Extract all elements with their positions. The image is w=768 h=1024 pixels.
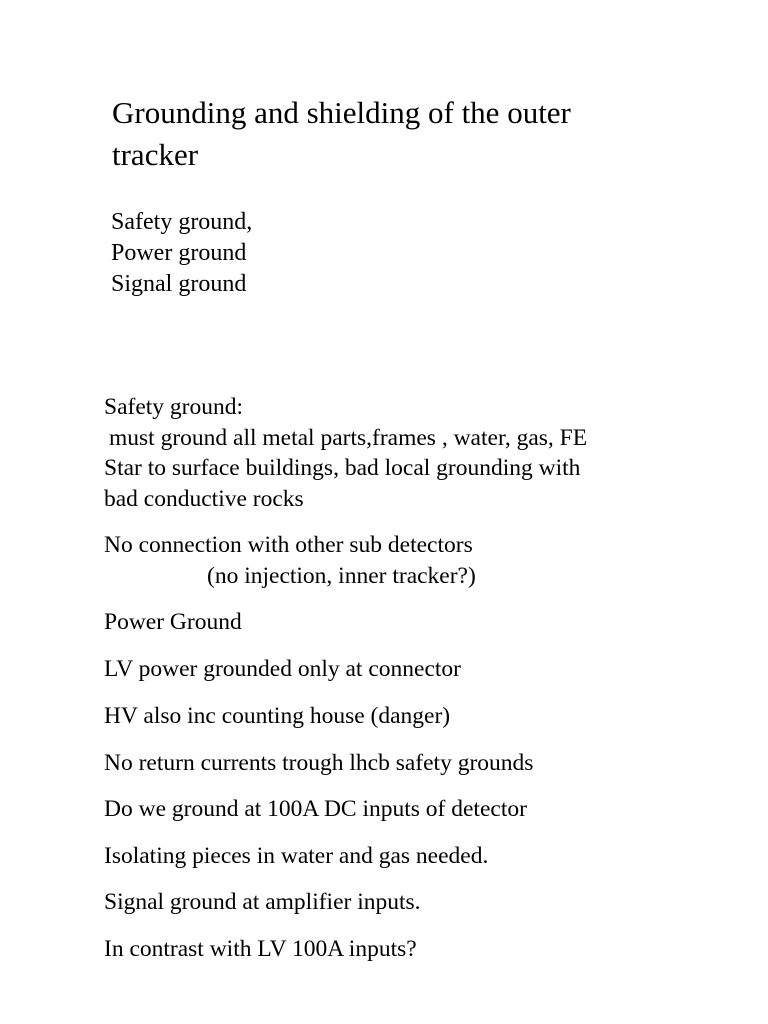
- title-line-2: tracker: [112, 137, 199, 172]
- ground-type-safety: Safety ground,: [111, 209, 253, 235]
- paragraph-lv-power: LV power grounded only at connector: [104, 656, 461, 682]
- connection-line-1: No connection with other sub detectors: [104, 532, 473, 558]
- safety-ground-block: [104, 392, 587, 514]
- connection-line-2: (no injection, inner tracker?): [207, 562, 476, 589]
- safety-ground-line-2: Star to surface buildings, bad local grounding with: [104, 455, 581, 481]
- safety-ground-heading: Safety ground:: [104, 394, 244, 420]
- paragraph-return-currents: No return currents trough lhcb safety grounds: [104, 750, 534, 776]
- safety-ground-line-1: must ground all metal parts,frames , water, gas, FE: [109, 424, 588, 451]
- paragraph-dc-inputs: Do we ground at 100A DC inputs of detector: [104, 796, 527, 822]
- ground-type-signal: Signal ground: [111, 271, 247, 297]
- ground-type-power: Power ground: [111, 240, 247, 266]
- title-line-1: Grounding and shielding of the outer: [112, 95, 571, 130]
- connection-block: [104, 530, 476, 591]
- paragraph-hv: HV also inc counting house (danger): [104, 703, 451, 729]
- paragraph-power-ground: Power Ground: [104, 609, 242, 635]
- paragraph-signal-ground: Signal ground at amplifier inputs.: [104, 889, 421, 915]
- paragraph-isolating: Isolating pieces in water and gas needed.: [104, 843, 489, 869]
- page-title: [112, 92, 712, 176]
- safety-ground-line-3: bad conductive rocks: [104, 485, 304, 512]
- paragraph-contrast: In contrast with LV 100A inputs?: [104, 936, 417, 962]
- ground-types-list: [111, 207, 252, 300]
